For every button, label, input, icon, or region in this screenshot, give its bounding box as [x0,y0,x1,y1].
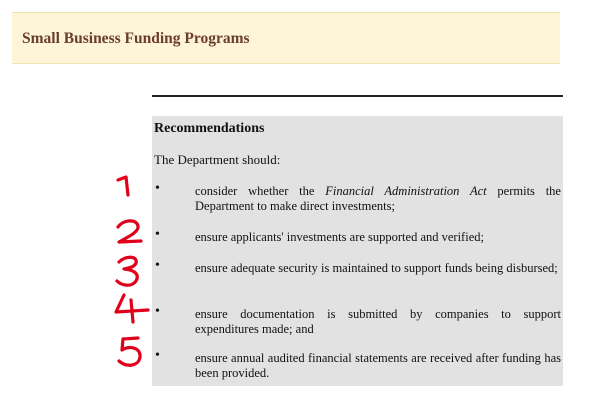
bullet-icon: • [155,258,160,273]
section-title: Small Business Funding Programs [22,30,250,47]
handwritten-number-5 [119,338,140,365]
bullet-icon: • [155,348,160,363]
bullet-icon: • [155,181,160,196]
recommendations-heading: Recommendations [154,121,265,136]
recommendation-text: ensure annual audited financial statements are received after funding has been provided. [195,351,561,380]
handwritten-number-4 [116,295,148,322]
recommendation-text: ensure applicants' investments are supported and verified; [195,230,484,244]
section-banner [12,12,560,64]
recommendations-intro: The Department should: [154,152,281,167]
bullet-icon: • [155,227,160,242]
handwritten-number-2 [118,221,141,242]
recommendation-text: ensure adequate security is maintained to support funds being disbursed; [195,261,558,275]
horizontal-rule [152,95,563,97]
recommendations-panel [152,116,563,386]
handwritten-number-1 [118,177,128,195]
act-title: Financial Administration Act [325,184,487,198]
bullet-icon: • [155,304,160,319]
recommendation-text: consider whether the Financial Administration Act permits the Department to make direct investments; [195,184,561,213]
handwritten-number-3 [117,257,137,285]
recommendation-text: ensure documentation is submitted by companies to support expenditures made; and [195,307,561,336]
